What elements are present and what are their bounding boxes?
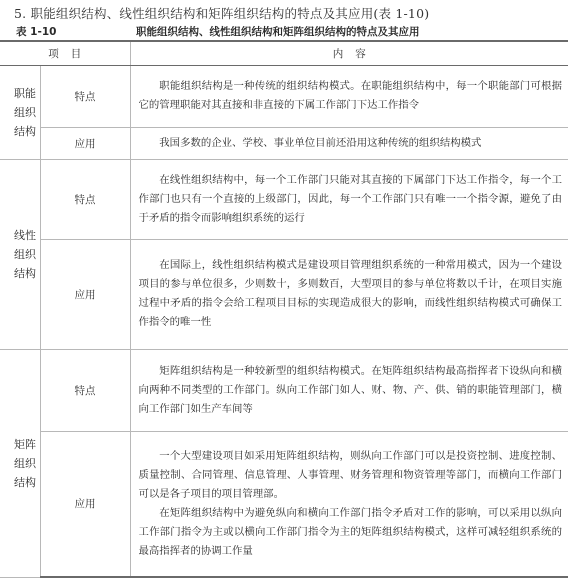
group-label-functional: 职能 组织 结构 (0, 65, 40, 159)
section-heading: 5. 职能组织结构、线性组织结构和矩阵组织结构的特点及其应用(表 1-10) (14, 6, 430, 21)
group-label-linear: 线性 组织 结构 (0, 159, 40, 349)
comparison-table (0, 40, 568, 578)
row-content: 我国多数的企业、学校、事业单位目前还沿用这种传统的组织结构模式 (130, 127, 568, 159)
row-content: 在国际上，线性组织结构模式是建设项目管理组织系统的一种常用模式，因为一个建设项目的参与单位很多，少则数十，多则数百，大型项目的参与单位将数以千计，在项目实施过程中矛盾的指令会给工程项目目标的实现造成很大的影响，而线性组织结构模式可确保工作指令的唯一性 (130, 239, 568, 349)
row-label: 应用 (40, 431, 130, 577)
table-row (0, 431, 568, 577)
column-header-item: 项目 (0, 41, 130, 65)
group-label-matrix: 矩阵 组织 结构 (0, 349, 40, 577)
table-title: 职能组织结构、线性组织结构和矩阵组织结构的特点及其应用 (136, 26, 420, 38)
row-label: 特点 (40, 65, 130, 127)
row-label: 应用 (40, 127, 130, 159)
table-header-row (0, 41, 568, 65)
column-header-content: 内容 (130, 41, 568, 65)
table-row (0, 127, 568, 159)
row-content: 矩阵组织结构是一种较新型的组织结构模式。在矩阵组织结构最高指挥者下设纵向和横向两种不同类型的工作部门。纵向工作部门如人、财、物、产、供、销的职能管理部门，横向工作部门如生产车间等 (130, 349, 568, 431)
table-row (0, 349, 568, 431)
table-number: 表 1-10 (16, 26, 57, 38)
row-label: 应用 (40, 239, 130, 349)
row-content: 一个大型建设项目如采用矩阵组织结构，则纵向工作部门可以是投资控制、进度控制、质量控制、合同管理、信息管理、人事管理、财务管理和物资管理等部门，而横向工作部门可以是各子项目的项目管理部。 在矩阵组织结构中为避免纵向和横向工作部门指令矛盾对工作的影响，可以采用以纵向工作部门指令为主或以横向工作部门指令为主的矩阵组织结构模式，这样可减轻组织系统的最高指挥者的协调工作量 (130, 431, 568, 577)
table-row (0, 239, 568, 349)
row-content: 在线性组织结构中，每一个工作部门只能对其直接的下属部门下达工作指令，每一个工作部门也只有一个直接的上级部门，因此，每一个工作部门只有唯一一个指令源，避免了由于矛盾的指令而影响组织系统的运行 (130, 159, 568, 239)
table-row (0, 159, 568, 239)
table-row (0, 65, 568, 127)
row-content: 职能组织结构是一种传统的组织结构模式。在职能组织结构中，每一个职能部门可根据它的管理职能对其直接和非直接的下属工作部门下达工作指令 (130, 65, 568, 127)
row-label: 特点 (40, 159, 130, 239)
row-label: 特点 (40, 349, 130, 431)
